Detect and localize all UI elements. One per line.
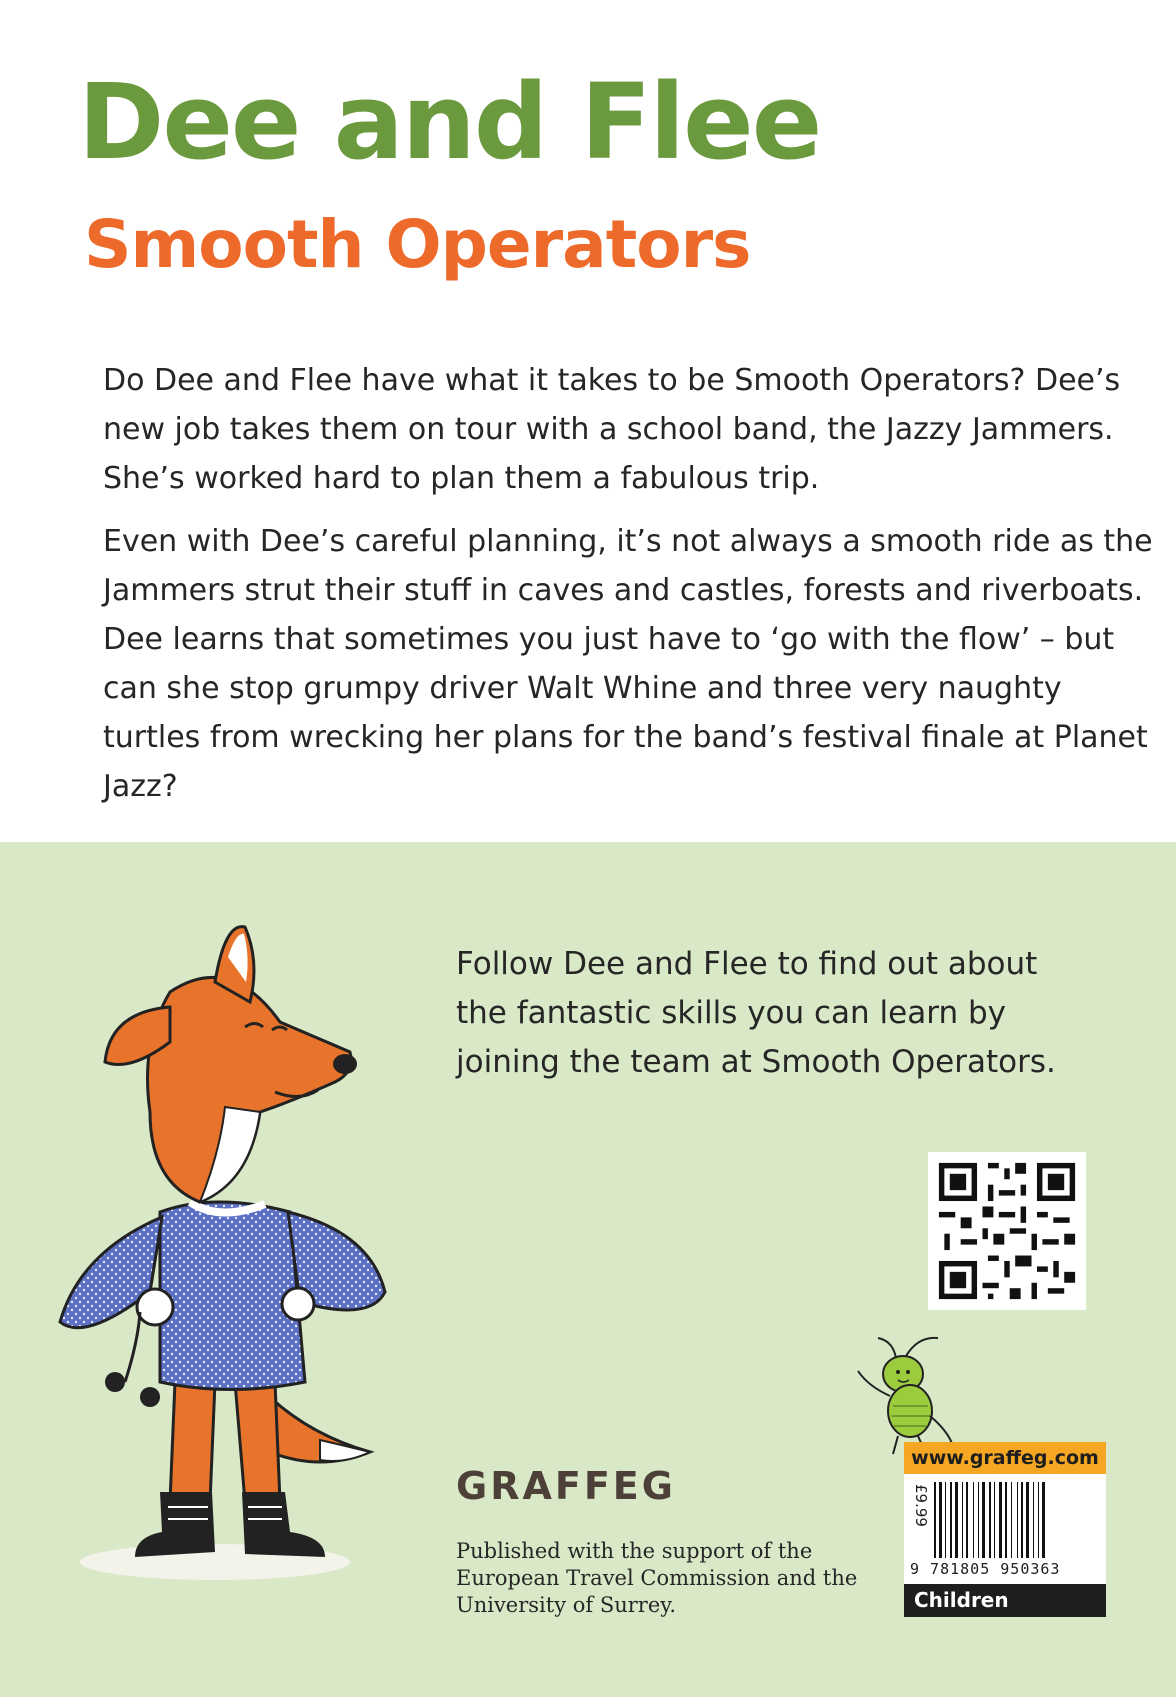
blurb xyxy=(103,356,1163,825)
category-label: Children xyxy=(904,1584,1106,1617)
flea-illustration xyxy=(848,1336,978,1456)
book-subtitle: Smooth Operators xyxy=(84,206,751,283)
top-section xyxy=(0,0,1176,842)
support-text: Published with the support of the European Travel Commission and the University of Surrey. xyxy=(456,1539,858,1617)
blurb-paragraph-1: Do Dee and Flee have what it takes to be Smooth Operators? Dee’s new job takes them on tour with a school band, the Jazzy Jammers. She’s worked hard to plan them a fabulous trip. xyxy=(103,363,1121,496)
book-title: Dee and Flee xyxy=(78,61,821,183)
barcode-area xyxy=(904,1474,1106,1584)
price-text: £9.99 xyxy=(912,1484,930,1527)
qr-code[interactable] xyxy=(928,1152,1086,1310)
barcode-block xyxy=(904,1442,1106,1617)
fox-illustration xyxy=(50,912,410,1602)
follow-text: Follow Dee and Flee to find out about the fantastic skills you can learn by joining the team at Smooth Operators. xyxy=(456,946,1056,1080)
isbn-number: 9 781805 950363 xyxy=(910,1560,1061,1578)
blurb-paragraph-2: Even with Dee’s careful planning, it’s not always a smooth ride as the Jammers strut their stuff in caves and castles, forests and riverboats. Dee learns that sometimes you just have to ‘go with the flow’ – but can she stop grumpy driver Walt Whine and three very naughty turtles from wrecking her plans for the band’s festival finale at Planet Jazz? xyxy=(103,524,1153,804)
publisher-logo: GRAFFEG xyxy=(456,1464,676,1508)
website-link[interactable]: www.graffeg.com xyxy=(904,1442,1106,1474)
barcode xyxy=(934,1482,1100,1558)
price-label xyxy=(910,1484,930,1544)
